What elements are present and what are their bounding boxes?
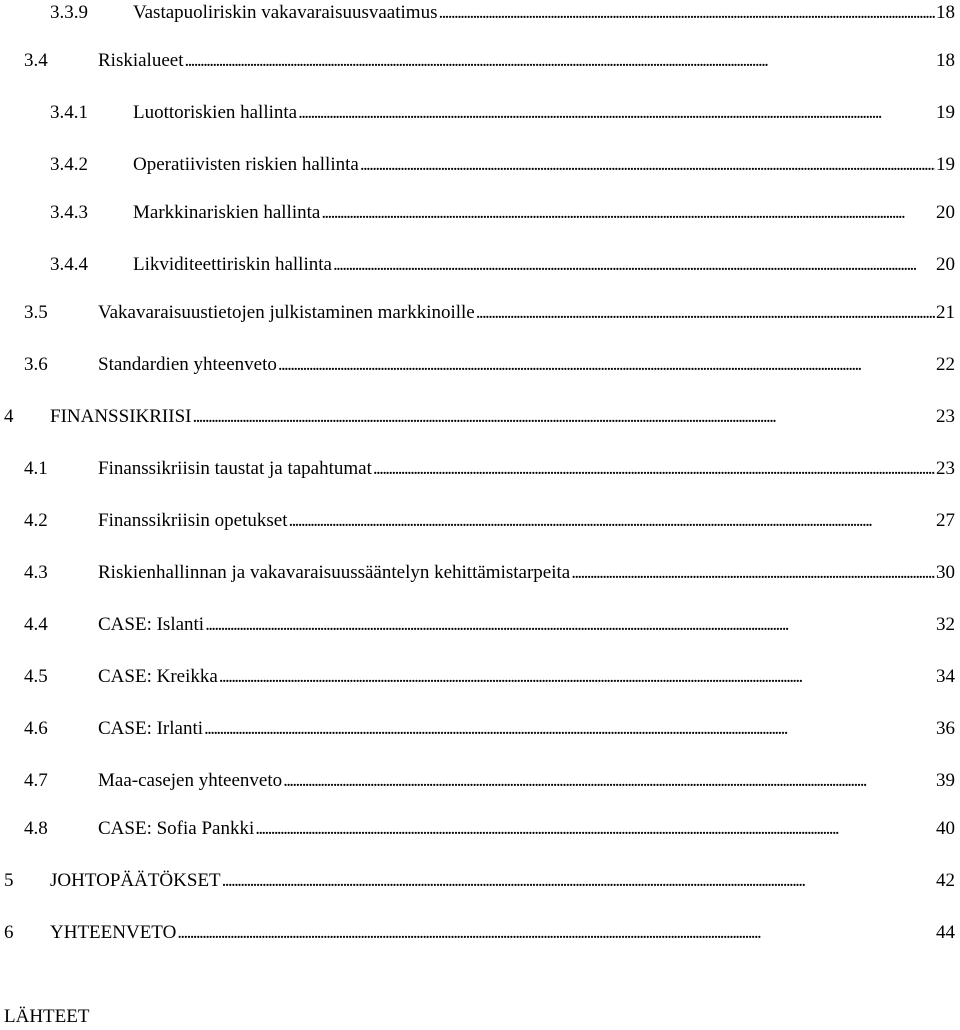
toc-entry-page-number: 18 [936,50,955,71]
toc-entry[interactable] [24,352,955,378]
toc-entry-number: 3.6 [24,354,48,375]
toc-entry-number: 3.5 [24,302,48,323]
toc-entry-number: 4.6 [24,718,48,739]
toc-entry-page-number: 34 [936,666,955,687]
toc-entry-page-number: 42 [936,870,955,891]
toc-entry[interactable] [24,48,955,74]
toc-entry[interactable] [24,716,955,742]
toc-dot-leader [298,100,935,126]
toc-entry[interactable] [24,612,955,638]
toc-entry[interactable] [24,508,955,534]
toc-entry-page-number: 40 [936,818,955,839]
toc-entry-number: 4.8 [24,818,48,839]
toc-entry-title: Riskienhallinnan ja vakavaraisuussääntelyn kehittämistarpeita [98,562,571,583]
toc-entry[interactable] [50,200,955,226]
toc-dot-leader [476,300,935,326]
toc-entry-title: Markkinariskien hallinta [133,202,321,223]
toc-entry[interactable] [50,0,955,26]
toc-entry-title: CASE: Irlanti [98,718,204,739]
toc-entry-title: YHTEENVETO [50,922,177,943]
toc-entry[interactable] [24,300,955,326]
toc-entry-title: Finanssikriisin taustat ja tapahtumat [98,458,372,479]
toc-entry-title: Riskialueet [98,50,184,71]
toc-entry[interactable] [50,252,955,278]
toc-entry-title: FINANSSIKRIISI [50,406,192,427]
toc-dot-leader [438,0,935,26]
toc-dot-leader [373,456,935,482]
toc-entry-title: Vakavaraisuustietojen julkistaminen markkinoille [98,302,475,323]
toc-entry-page-number: 18 [936,2,955,23]
toc-entry-title: CASE: Kreikka [98,666,218,687]
toc-entry-page-number: 36 [936,718,955,739]
toc-dot-leader [333,252,935,278]
toc-entry[interactable] [4,920,955,946]
toc-dot-leader [321,200,935,226]
toc-dot-leader [222,868,935,894]
toc-entry[interactable] [4,868,955,894]
toc-entry-number: 6 [4,922,14,943]
toc-entry-number: 4.3 [24,562,48,583]
toc-entry[interactable] [50,100,955,126]
toc-entry-page-number: 32 [936,614,955,635]
toc-dot-leader [192,404,935,430]
toc-dot-leader [184,48,935,74]
toc-dot-leader [255,816,935,842]
toc-entry-page-number: 21 [936,302,955,323]
toc-entry-number: 4.1 [24,458,48,479]
toc-entry-number: 3.3.9 [50,2,88,23]
toc-entry-title: CASE: Islanti [98,614,205,635]
toc-dot-leader [278,352,935,378]
toc-entry[interactable] [24,816,955,842]
toc-entry-title: Likviditeettiriskin hallinta [133,254,332,275]
toc-entry-number: 4 [4,406,14,427]
toc-dot-leader [283,768,935,794]
toc-entry-title: Finanssikriisin opetukset [98,510,288,531]
toc-dot-leader [205,612,935,638]
toc-entry-number: 3.4 [24,50,48,71]
toc-entry-title: Vastapuoliriskin vakavaraisuusvaatimus [133,2,438,23]
toc-dot-leader [360,152,935,178]
toc-dot-leader [288,508,935,534]
toc-dot-leader [177,920,935,946]
toc-entry-title: CASE: Sofia Pankki [98,818,255,839]
toc-dot-leader [204,716,935,742]
toc-dot-leader [571,560,935,586]
toc-entry-page-number: 23 [936,458,955,479]
toc-entry-number: 4.5 [24,666,48,687]
toc-entry-number: 3.4.4 [50,254,88,275]
toc-entry-number: 4.7 [24,770,48,791]
toc-entry-title: Operatiivisten riskien hallinta [133,154,359,175]
toc-entry-title: Standardien yhteenveto [98,354,277,375]
toc-entry-number: 5 [4,870,14,891]
toc-entry-number: 3.4.2 [50,154,88,175]
toc-entry-page-number: 20 [936,254,955,275]
toc-entry-page-number: 19 [936,154,955,175]
toc-entry-number: 4.2 [24,510,48,531]
toc-dot-leader [219,664,935,690]
references-heading: LÄHTEET [4,1006,90,1027]
toc-entry-page-number: 27 [936,510,955,531]
toc-entry-page-number: 19 [936,102,955,123]
toc-entry[interactable] [24,456,955,482]
toc-entry-page-number: 20 [936,202,955,223]
toc-entry[interactable] [4,404,955,430]
toc-entry-number: 3.4.1 [50,102,88,123]
toc-entry[interactable] [24,560,955,586]
toc-entry-page-number: 22 [936,354,955,375]
toc-entry-number: 3.4.3 [50,202,88,223]
toc-entry[interactable] [24,664,955,690]
toc-entry-number: 4.4 [24,614,48,635]
toc-entry[interactable] [24,768,955,794]
toc-entry[interactable] [50,152,955,178]
toc-entry-title: Luottoriskien hallinta [133,102,298,123]
toc-entry-title: JOHTOPÄÄTÖKSET [50,870,221,891]
toc-entry-page-number: 39 [936,770,955,791]
toc-entry-page-number: 44 [936,922,955,943]
toc-entry-title: Maa-casejen yhteenveto [98,770,283,791]
toc-entry-page-number: 23 [936,406,955,427]
toc-entry-page-number: 30 [936,562,955,583]
